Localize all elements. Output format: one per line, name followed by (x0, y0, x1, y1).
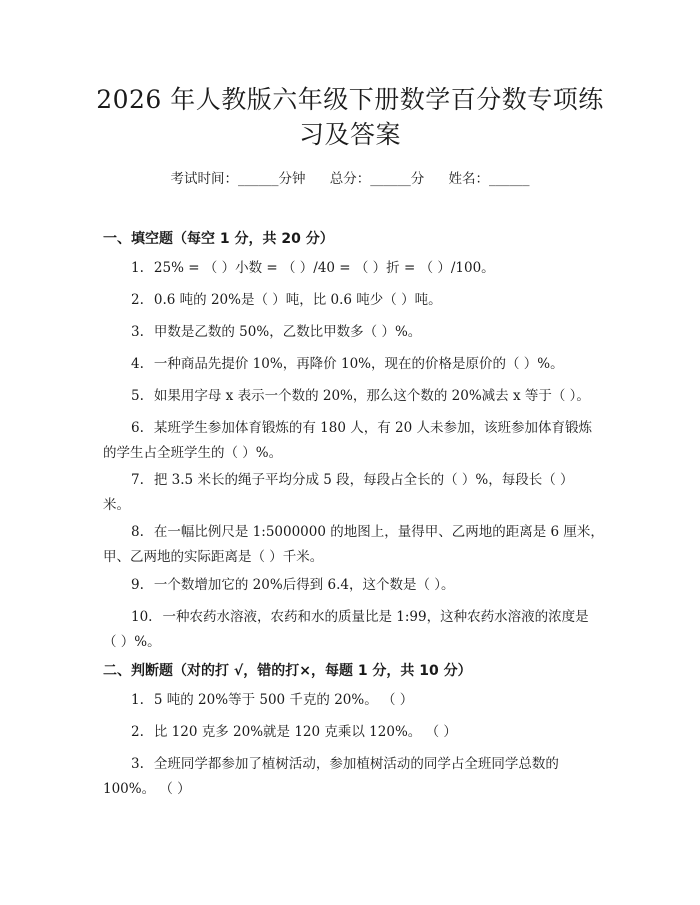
question-text: 一个数增加它的 20%后得到 6.4，这个数是（ ）。 (153, 577, 455, 593)
question-item (103, 384, 597, 409)
exam-info-row (0, 169, 700, 189)
question-item (103, 288, 597, 313)
question-text: 甲数是乙数的 50%，乙数比甲数多（ ）%。 (153, 324, 422, 340)
student-name-field (449, 169, 530, 189)
student-name-label: 姓名： (448, 171, 490, 187)
question-text: 在一幅比例尺是 1:5000000 的地图上，量得甲、乙两地的距离是 6 厘米， (153, 524, 604, 540)
question-number: 2. (131, 724, 144, 740)
question-number: 5. (131, 388, 144, 404)
question-item (103, 256, 597, 281)
total-score-unit: 分 (410, 171, 425, 187)
question-number: 4. (131, 356, 144, 372)
question-number: 6. (131, 420, 144, 436)
question-text: 米。 (103, 497, 130, 513)
section-heading-true-false: 二、判断题（对的打 √，错的打×，每题 1 分，共 10 分） (103, 663, 472, 679)
question-item (103, 352, 597, 377)
question-text: 0.6 吨的 20%是（ ）吨，比 0.6 吨少（ ）吨。 (153, 292, 442, 308)
exam-time-field (170, 169, 305, 189)
question-item (103, 416, 597, 466)
question-text: 25% = （ ）小数 = （ ）/40 = （ ）折 = （ ）/100。 (153, 260, 495, 276)
question-item (103, 468, 597, 518)
question-text: 某班学生参加体育锻炼的有 180 人，有 20 人未参加，该班参加体育锻炼 (153, 420, 593, 436)
question-text: 5 吨的 20%等于 500 千克的 20%。 （ ） (153, 692, 414, 708)
exam-time-unit: 分钟 (278, 171, 306, 187)
question-number: 3. (131, 324, 144, 340)
section-heading-fill-in: 一、填空题（每空 1 分，共 20 分） (103, 231, 334, 247)
page-title-line-1: 2026 年人教版六年级下册数学百分数专项练 (96, 85, 604, 114)
question-text: 100%。 （ ） (103, 781, 191, 797)
question-item (103, 605, 597, 655)
question-text: 一种农药水溶液，农药和水的质量比是 1:99，这种农药水溶液的浓度是 (162, 609, 589, 625)
total-score-label: 总分： (329, 171, 371, 187)
question-number: 9. (131, 577, 144, 593)
question-text: 如果用字母 x 表示一个数的 20%，那么这个数的 20%减去 x 等于（ ）。 (153, 388, 590, 404)
question-number: 7. (131, 472, 144, 488)
question-text: 的学生占全班学生的（ ）%。 (103, 445, 283, 461)
question-item (103, 573, 597, 598)
question-number: 8. (131, 524, 144, 540)
question-item (103, 720, 597, 745)
question-item (103, 688, 597, 713)
question-text: 比 120 克多 20%就是 120 克乘以 120%。 （ ） (153, 724, 457, 740)
exam-time-blank: ______ (237, 171, 279, 187)
question-number: 2. (131, 292, 144, 308)
question-text: （ ）%。 (103, 634, 161, 650)
question-item (103, 520, 604, 570)
student-name-blank: ______ (489, 171, 530, 187)
question-number: 10. (131, 609, 153, 625)
question-item (103, 752, 597, 802)
question-number: 1. (131, 260, 144, 276)
page-title-line-2: 习及答案 (298, 120, 401, 149)
question-text: 把 3.5 米长的绳子平均分成 5 段，每段占全长的（ ）%，每段长（ ） (153, 472, 574, 488)
total-score-field (330, 169, 425, 189)
question-text: 一种商品先提价 10%，再降价 10%，现在的价格是原价的（ ）%。 (153, 356, 564, 372)
question-item (103, 320, 597, 345)
question-number: 1. (131, 692, 144, 708)
total-score-blank: ______ (370, 171, 411, 187)
exam-time-label: 考试时间： (170, 171, 238, 187)
question-text: 全班同学都参加了植树活动，参加植树活动的同学占全班同学总数的 (153, 756, 559, 772)
question-number: 3. (131, 756, 144, 772)
question-text: 甲、乙两地的实际距离是（ ）千米。 (103, 549, 324, 565)
